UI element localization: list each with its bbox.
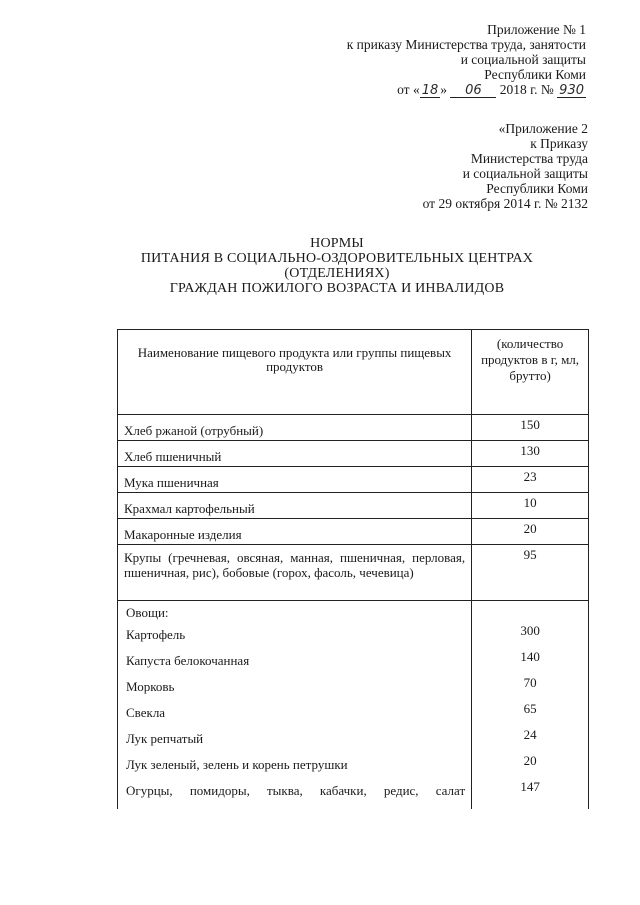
appendix2-line4: и социальной защиты — [462, 166, 588, 181]
row-name: Крахмал картофельный — [118, 493, 472, 519]
veg-qty: 147 — [520, 779, 540, 794]
row-name: Мука пшеничная — [118, 467, 472, 493]
appendix2-line1: «Приложение 2 — [498, 121, 588, 136]
handwritten-day: 18 — [421, 83, 439, 98]
veg-qty: 300 — [520, 623, 540, 638]
appendix1-date-line: от « 18 » 06 2018 г. № 930 — [397, 82, 584, 98]
row-qty: 130 — [472, 441, 589, 467]
appendix1-line4: Республики Коми — [484, 67, 586, 82]
veg-item: Свекла — [126, 705, 166, 720]
table-row — [118, 467, 589, 493]
table-row — [118, 493, 589, 519]
table-row — [118, 545, 589, 601]
veg-qty: 65 — [523, 701, 537, 716]
veg-qty: 20 — [523, 753, 537, 768]
table-row-vegetables — [118, 601, 589, 810]
row-qty: 150 — [472, 415, 589, 441]
row-name: Крупы (гречневая, овсяная, манная, пшеничная, перловая, пшеничная, рис), бобовые (горох, фасоль, чечевица) — [118, 545, 472, 601]
veg-item: Картофель — [126, 627, 186, 642]
title-line4: ГРАЖДАН ПОЖИЛОГО ВОЗРАСТА И ИНВАЛИДОВ — [169, 281, 505, 296]
appendix2-line6: от 29 октября 2014 г. № 2132 — [422, 196, 588, 211]
row-qty: 23 — [472, 467, 589, 493]
appendix1-line2: к приказу Министерства труда, занятости — [346, 37, 586, 52]
row-name: Хлеб пшеничный — [118, 441, 472, 467]
veg-item: Лук зеленый, зелень и корень петрушки — [126, 757, 348, 772]
appendix2-line2: к Приказу — [530, 136, 588, 151]
veg-qty: 24 — [523, 727, 537, 742]
veg-item: Морковь — [126, 679, 175, 694]
nutrition-norms-table — [117, 329, 589, 809]
vegetables-list — [118, 601, 471, 809]
vegetables-qty-list — [472, 601, 588, 805]
title-line2: ПИТАНИЯ В СОЦИАЛЬНО-ОЗДОРОВИТЕЛЬНЫХ ЦЕНТРАХ — [140, 251, 534, 266]
veg-item: Капуста белокочанная — [126, 653, 250, 668]
appendix1-line1: Приложение № 1 — [487, 22, 586, 37]
row-name: Хлеб ржаной (отрубный) — [118, 415, 472, 441]
veg-item: Огурцы, помидоры, тыква, кабачки, редис, салат — [126, 783, 466, 798]
table-row — [118, 441, 589, 467]
header-product-name: Наименование пищевого продукта или группы пищевых продуктов — [118, 330, 472, 415]
row-qty: 20 — [472, 519, 589, 545]
veg-qty: 70 — [523, 675, 537, 690]
header-quantity: (количество продуктов в г, мл, брутто) — [472, 330, 589, 415]
title-line1: НОРМЫ — [310, 236, 364, 251]
handwritten-month: 06 — [450, 84, 496, 98]
title-line3: (ОТДЕЛЕНИЯХ) — [284, 266, 390, 281]
table-row — [118, 415, 589, 441]
row-name: Макаронные изделия — [118, 519, 472, 545]
vegetables-qty-cell — [472, 601, 589, 810]
vegetables-group-label: Овощи: — [126, 605, 169, 620]
row-qty: 95 — [472, 545, 589, 601]
table-header-row — [118, 330, 589, 415]
appendix2-line3: Министерства труда — [470, 151, 588, 166]
table-row — [118, 519, 589, 545]
appendix2-line5: Республики Коми — [486, 181, 588, 196]
veg-qty: 140 — [520, 649, 540, 664]
appendix1-header — [347, 22, 586, 98]
document-title — [0, 236, 640, 296]
vegetables-cell — [118, 601, 472, 810]
handwritten-number: 930 — [559, 83, 584, 98]
veg-item: Лук репчатый — [126, 731, 204, 746]
row-qty: 10 — [472, 493, 589, 519]
appendix2-header — [423, 121, 588, 211]
appendix1-line3: и социальной защиты — [460, 52, 586, 67]
